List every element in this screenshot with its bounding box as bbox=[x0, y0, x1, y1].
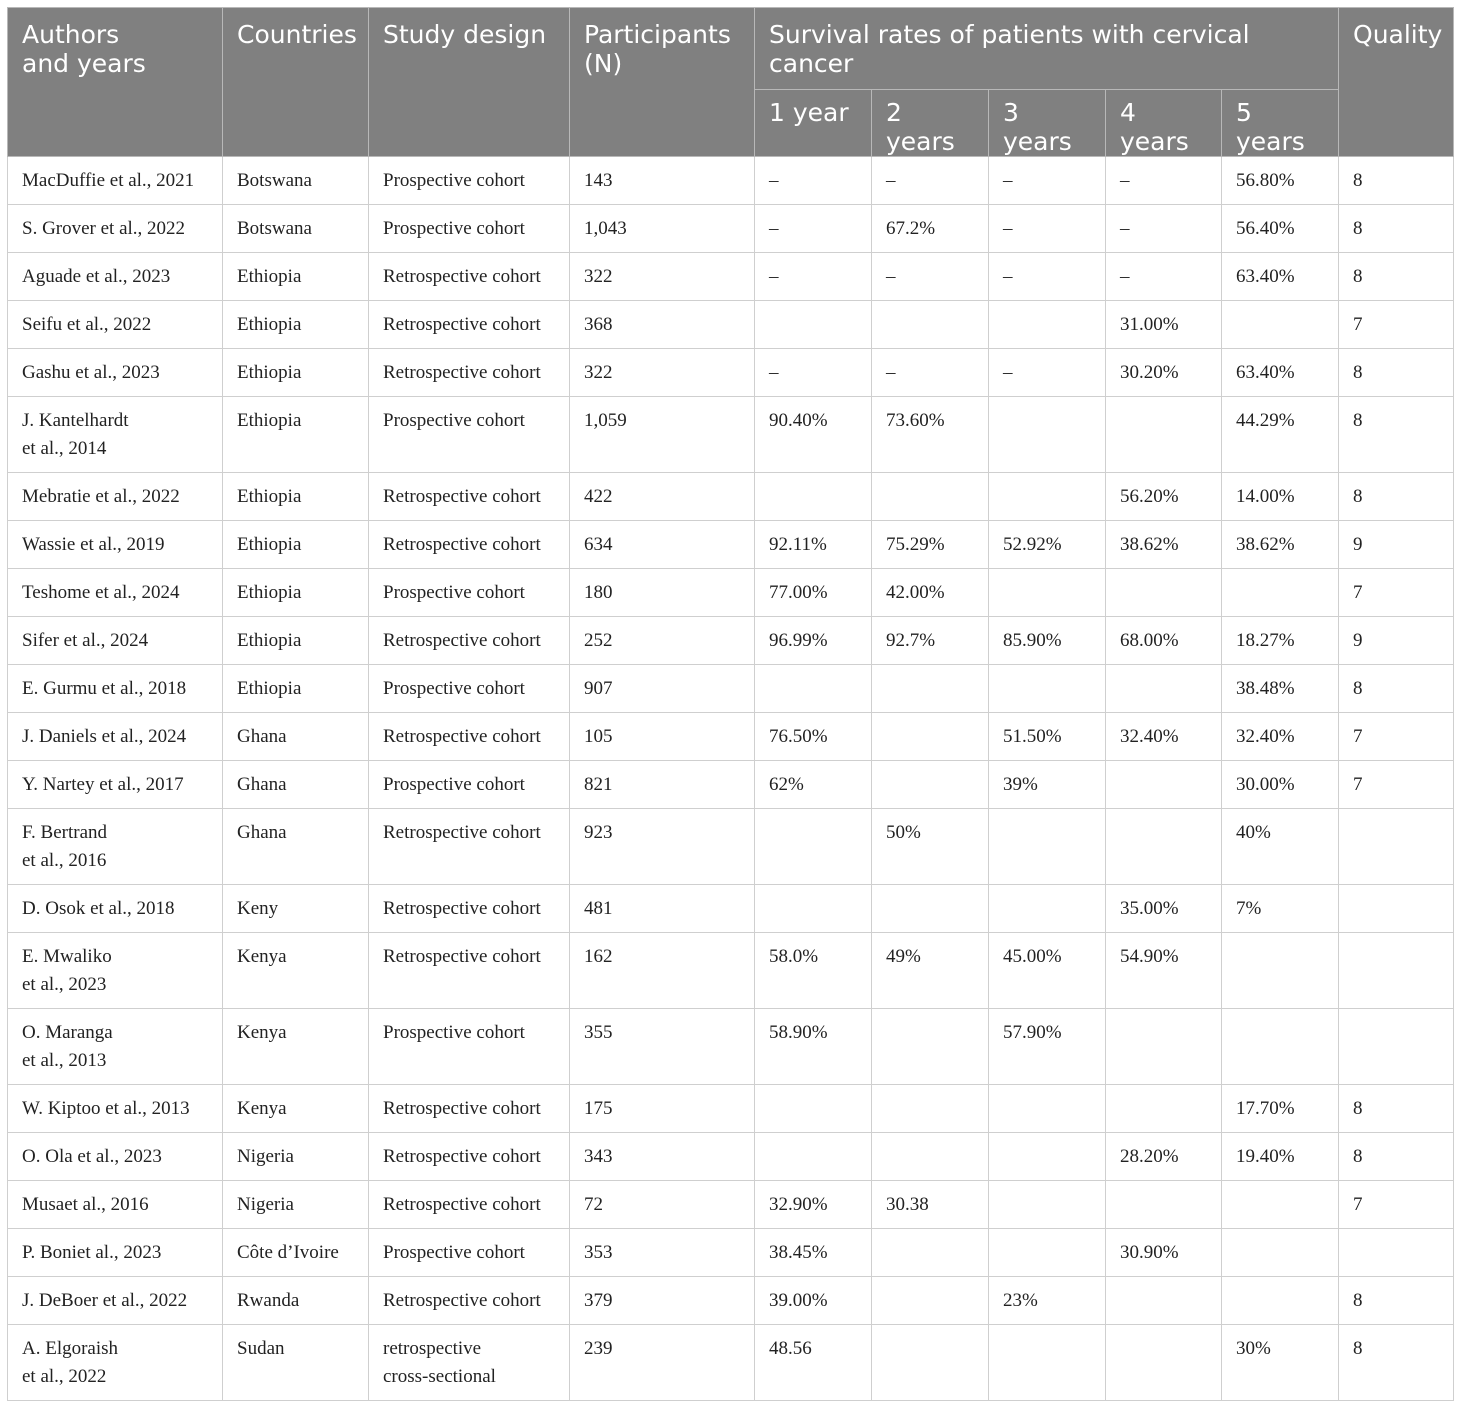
cell-author: Sifer et al., 2024 bbox=[8, 617, 223, 665]
cell-year-3 bbox=[989, 1133, 1106, 1181]
survival-table-container bbox=[7, 7, 1453, 1401]
cell-country: Sudan bbox=[223, 1325, 369, 1401]
cell-country: Kenya bbox=[223, 1085, 369, 1133]
cell-year-1: – bbox=[755, 157, 872, 205]
cell-participants: 1,059 bbox=[570, 397, 755, 473]
cell-year-1: 90.40% bbox=[755, 397, 872, 473]
header-participants: Participants (N) bbox=[570, 8, 755, 157]
cell-year-2 bbox=[872, 1009, 989, 1085]
cell-year-5 bbox=[1222, 1181, 1339, 1229]
cell-year-5: 38.62% bbox=[1222, 521, 1339, 569]
cell-quality: 9 bbox=[1339, 521, 1454, 569]
table-row bbox=[8, 1325, 1454, 1401]
cell-author: Gashu et al., 2023 bbox=[8, 349, 223, 397]
cell-year-3 bbox=[989, 397, 1106, 473]
cell-participants: 322 bbox=[570, 253, 755, 301]
cell-year-1: – bbox=[755, 349, 872, 397]
table-row bbox=[8, 713, 1454, 761]
header-3-years: 3 years bbox=[989, 90, 1106, 157]
cell-quality: 8 bbox=[1339, 349, 1454, 397]
cell-participants: 821 bbox=[570, 761, 755, 809]
cell-year-5: 56.40% bbox=[1222, 205, 1339, 253]
cell-participants: 180 bbox=[570, 569, 755, 617]
cell-year-5: 40% bbox=[1222, 809, 1339, 885]
cell-year-3 bbox=[989, 1325, 1106, 1401]
cell-participants: 634 bbox=[570, 521, 755, 569]
cell-year-5: 17.70% bbox=[1222, 1085, 1339, 1133]
cell-year-3: 23% bbox=[989, 1277, 1106, 1325]
table-row bbox=[8, 1229, 1454, 1277]
cell-author: W. Kiptoo et al., 2013 bbox=[8, 1085, 223, 1133]
header-2-years: 2 years bbox=[872, 90, 989, 157]
cell-author: Seifu et al., 2022 bbox=[8, 301, 223, 349]
cell-quality: 7 bbox=[1339, 761, 1454, 809]
cell-author: J. Kantelhardt et al., 2014 bbox=[8, 397, 223, 473]
header-survival-rates: Survival rates of patients with cervical cancer bbox=[755, 8, 1339, 90]
cell-quality: 7 bbox=[1339, 1181, 1454, 1229]
cell-year-4: 30.20% bbox=[1106, 349, 1222, 397]
cell-quality: 8 bbox=[1339, 1325, 1454, 1401]
cell-quality: 8 bbox=[1339, 1277, 1454, 1325]
cell-participants: 379 bbox=[570, 1277, 755, 1325]
cell-year-1: 48.56 bbox=[755, 1325, 872, 1401]
cell-year-3: 45.00% bbox=[989, 933, 1106, 1009]
cell-participants: 322 bbox=[570, 349, 755, 397]
cell-quality bbox=[1339, 885, 1454, 933]
cell-year-4 bbox=[1106, 1009, 1222, 1085]
cell-year-4: 31.00% bbox=[1106, 301, 1222, 349]
cell-year-4: 30.90% bbox=[1106, 1229, 1222, 1277]
table-row bbox=[8, 761, 1454, 809]
cell-country: Ghana bbox=[223, 713, 369, 761]
header-5-years: 5 years bbox=[1222, 90, 1339, 157]
cell-author: P. Boniet al., 2023 bbox=[8, 1229, 223, 1277]
cell-quality bbox=[1339, 1009, 1454, 1085]
cell-quality: 8 bbox=[1339, 205, 1454, 253]
table-row bbox=[8, 301, 1454, 349]
cell-study-design: Prospective cohort bbox=[369, 205, 570, 253]
cell-year-3: – bbox=[989, 157, 1106, 205]
cell-year-1: 58.0% bbox=[755, 933, 872, 1009]
cell-author: O. Maranga et al., 2013 bbox=[8, 1009, 223, 1085]
cell-study-design: Retrospective cohort bbox=[369, 713, 570, 761]
header-authors: Authors and years bbox=[8, 8, 223, 157]
cell-year-4: 54.90% bbox=[1106, 933, 1222, 1009]
cell-country: Côte d’Ivoire bbox=[223, 1229, 369, 1277]
cell-year-2: 73.60% bbox=[872, 397, 989, 473]
cell-study-design: Prospective cohort bbox=[369, 157, 570, 205]
cell-quality: 8 bbox=[1339, 665, 1454, 713]
cell-study-design: Retrospective cohort bbox=[369, 473, 570, 521]
cell-year-2: – bbox=[872, 253, 989, 301]
cell-year-2 bbox=[872, 1229, 989, 1277]
cell-author: F. Bertrand et al., 2016 bbox=[8, 809, 223, 885]
cell-participants: 907 bbox=[570, 665, 755, 713]
cell-country: Ethiopia bbox=[223, 253, 369, 301]
cell-year-5: 44.29% bbox=[1222, 397, 1339, 473]
cell-participants: 252 bbox=[570, 617, 755, 665]
cell-country: Botswana bbox=[223, 205, 369, 253]
cell-country: Ethiopia bbox=[223, 397, 369, 473]
cell-year-4 bbox=[1106, 761, 1222, 809]
cell-participants: 368 bbox=[570, 301, 755, 349]
cell-study-design: Prospective cohort bbox=[369, 665, 570, 713]
cell-country: Ethiopia bbox=[223, 665, 369, 713]
cell-study-design: Retrospective cohort bbox=[369, 617, 570, 665]
cell-author: E. Gurmu et al., 2018 bbox=[8, 665, 223, 713]
cell-year-4: 56.20% bbox=[1106, 473, 1222, 521]
cell-year-5 bbox=[1222, 1277, 1339, 1325]
cell-year-2: 75.29% bbox=[872, 521, 989, 569]
cell-country: Rwanda bbox=[223, 1277, 369, 1325]
cell-year-1: – bbox=[755, 205, 872, 253]
cell-author: D. Osok et al., 2018 bbox=[8, 885, 223, 933]
cell-year-5: 63.40% bbox=[1222, 349, 1339, 397]
cell-quality: 7 bbox=[1339, 301, 1454, 349]
cell-participants: 105 bbox=[570, 713, 755, 761]
cell-year-2: – bbox=[872, 349, 989, 397]
cell-year-4: 38.62% bbox=[1106, 521, 1222, 569]
cell-country: Ethiopia bbox=[223, 521, 369, 569]
cell-year-4: – bbox=[1106, 157, 1222, 205]
cell-year-4 bbox=[1106, 1181, 1222, 1229]
cell-year-1: 77.00% bbox=[755, 569, 872, 617]
cell-year-2 bbox=[872, 761, 989, 809]
cell-author: Y. Nartey et al., 2017 bbox=[8, 761, 223, 809]
cell-year-3 bbox=[989, 1085, 1106, 1133]
cell-year-4 bbox=[1106, 397, 1222, 473]
cell-country: Botswana bbox=[223, 157, 369, 205]
table-row bbox=[8, 617, 1454, 665]
cell-year-2 bbox=[872, 301, 989, 349]
cell-quality: 7 bbox=[1339, 569, 1454, 617]
cell-year-4 bbox=[1106, 1277, 1222, 1325]
cell-year-5 bbox=[1222, 933, 1339, 1009]
cell-year-2 bbox=[872, 885, 989, 933]
cell-year-2 bbox=[872, 1325, 989, 1401]
cell-year-1 bbox=[755, 473, 872, 521]
cell-year-5 bbox=[1222, 1229, 1339, 1277]
cell-year-3 bbox=[989, 473, 1106, 521]
cell-year-4: 35.00% bbox=[1106, 885, 1222, 933]
cell-year-5: 56.80% bbox=[1222, 157, 1339, 205]
cell-year-3: 52.92% bbox=[989, 521, 1106, 569]
cell-quality: 8 bbox=[1339, 1085, 1454, 1133]
cell-year-1: 76.50% bbox=[755, 713, 872, 761]
cell-study-design: Retrospective cohort bbox=[369, 1277, 570, 1325]
cell-year-1 bbox=[755, 665, 872, 713]
cell-year-3 bbox=[989, 665, 1106, 713]
cell-country: Ethiopia bbox=[223, 569, 369, 617]
header-4-years: 4 years bbox=[1106, 90, 1222, 157]
cell-year-1 bbox=[755, 809, 872, 885]
cell-year-2 bbox=[872, 473, 989, 521]
cell-year-3 bbox=[989, 809, 1106, 885]
cell-year-3 bbox=[989, 569, 1106, 617]
cell-author: Teshome et al., 2024 bbox=[8, 569, 223, 617]
cell-author: Mebratie et al., 2022 bbox=[8, 473, 223, 521]
cell-year-2: 92.7% bbox=[872, 617, 989, 665]
cell-year-4 bbox=[1106, 665, 1222, 713]
header-study-design: Study design bbox=[369, 8, 570, 157]
table-row bbox=[8, 809, 1454, 885]
table-body bbox=[8, 157, 1454, 1401]
cell-year-2 bbox=[872, 1133, 989, 1181]
survival-table bbox=[7, 7, 1454, 1401]
cell-year-5: 14.00% bbox=[1222, 473, 1339, 521]
table-row bbox=[8, 473, 1454, 521]
cell-country: Ethiopia bbox=[223, 617, 369, 665]
cell-year-2: – bbox=[872, 157, 989, 205]
cell-author: Aguade et al., 2023 bbox=[8, 253, 223, 301]
table-row bbox=[8, 157, 1454, 205]
cell-country: Kenya bbox=[223, 1009, 369, 1085]
cell-year-4: 28.20% bbox=[1106, 1133, 1222, 1181]
table-row bbox=[8, 1009, 1454, 1085]
cell-quality: 8 bbox=[1339, 253, 1454, 301]
cell-year-1 bbox=[755, 1133, 872, 1181]
cell-study-design: Prospective cohort bbox=[369, 1229, 570, 1277]
cell-quality: 9 bbox=[1339, 617, 1454, 665]
cell-study-design: retrospective cross-sectional bbox=[369, 1325, 570, 1401]
table-row bbox=[8, 569, 1454, 617]
cell-year-3 bbox=[989, 301, 1106, 349]
table-row bbox=[8, 1133, 1454, 1181]
header-quality: Quality bbox=[1339, 8, 1454, 157]
cell-year-1: 32.90% bbox=[755, 1181, 872, 1229]
cell-author: MacDuffie et al., 2021 bbox=[8, 157, 223, 205]
cell-year-5 bbox=[1222, 569, 1339, 617]
cell-quality: 7 bbox=[1339, 713, 1454, 761]
cell-year-5: 32.40% bbox=[1222, 713, 1339, 761]
cell-year-5: 38.48% bbox=[1222, 665, 1339, 713]
cell-year-1: 39.00% bbox=[755, 1277, 872, 1325]
cell-study-design: Retrospective cohort bbox=[369, 253, 570, 301]
cell-participants: 343 bbox=[570, 1133, 755, 1181]
cell-study-design: Retrospective cohort bbox=[369, 1181, 570, 1229]
cell-participants: 175 bbox=[570, 1085, 755, 1133]
cell-quality: 8 bbox=[1339, 397, 1454, 473]
table-row bbox=[8, 885, 1454, 933]
cell-year-4: 32.40% bbox=[1106, 713, 1222, 761]
cell-author: E. Mwaliko et al., 2023 bbox=[8, 933, 223, 1009]
cell-quality bbox=[1339, 809, 1454, 885]
cell-year-2: 42.00% bbox=[872, 569, 989, 617]
cell-country: Kenya bbox=[223, 933, 369, 1009]
table-row bbox=[8, 1085, 1454, 1133]
cell-author: O. Ola et al., 2023 bbox=[8, 1133, 223, 1181]
cell-study-design: Prospective cohort bbox=[369, 397, 570, 473]
cell-participants: 1,043 bbox=[570, 205, 755, 253]
cell-year-5: 18.27% bbox=[1222, 617, 1339, 665]
cell-year-3: 85.90% bbox=[989, 617, 1106, 665]
cell-year-4 bbox=[1106, 1085, 1222, 1133]
cell-year-4: – bbox=[1106, 205, 1222, 253]
cell-year-5: 30.00% bbox=[1222, 761, 1339, 809]
cell-study-design: Prospective cohort bbox=[369, 569, 570, 617]
cell-study-design: Retrospective cohort bbox=[369, 301, 570, 349]
cell-year-1 bbox=[755, 885, 872, 933]
cell-study-design: Retrospective cohort bbox=[369, 885, 570, 933]
table-header bbox=[8, 8, 1454, 157]
cell-quality: 8 bbox=[1339, 473, 1454, 521]
table-row bbox=[8, 933, 1454, 1009]
cell-participants: 239 bbox=[570, 1325, 755, 1401]
table-row bbox=[8, 1277, 1454, 1325]
cell-study-design: Prospective cohort bbox=[369, 1009, 570, 1085]
table-row bbox=[8, 253, 1454, 301]
cell-country: Keny bbox=[223, 885, 369, 933]
cell-year-3: 57.90% bbox=[989, 1009, 1106, 1085]
cell-year-3 bbox=[989, 885, 1106, 933]
cell-year-4 bbox=[1106, 1325, 1222, 1401]
cell-year-1: 96.99% bbox=[755, 617, 872, 665]
cell-study-design: Retrospective cohort bbox=[369, 1133, 570, 1181]
cell-year-2: 50% bbox=[872, 809, 989, 885]
table-row bbox=[8, 349, 1454, 397]
cell-year-5: 7% bbox=[1222, 885, 1339, 933]
cell-study-design: Retrospective cohort bbox=[369, 933, 570, 1009]
cell-year-4: – bbox=[1106, 253, 1222, 301]
cell-study-design: Retrospective cohort bbox=[369, 521, 570, 569]
cell-year-1 bbox=[755, 301, 872, 349]
cell-year-1: – bbox=[755, 253, 872, 301]
cell-participants: 143 bbox=[570, 157, 755, 205]
cell-year-5: 19.40% bbox=[1222, 1133, 1339, 1181]
cell-author: J. DeBoer et al., 2022 bbox=[8, 1277, 223, 1325]
cell-country: Ethiopia bbox=[223, 301, 369, 349]
cell-quality bbox=[1339, 1229, 1454, 1277]
cell-year-3 bbox=[989, 1181, 1106, 1229]
cell-country: Ethiopia bbox=[223, 473, 369, 521]
cell-year-1 bbox=[755, 1085, 872, 1133]
cell-year-3: 51.50% bbox=[989, 713, 1106, 761]
cell-participants: 923 bbox=[570, 809, 755, 885]
cell-quality: 8 bbox=[1339, 157, 1454, 205]
header-countries: Countries bbox=[223, 8, 369, 157]
cell-year-3 bbox=[989, 1229, 1106, 1277]
cell-year-1: 62% bbox=[755, 761, 872, 809]
cell-year-1: 92.11% bbox=[755, 521, 872, 569]
cell-study-design: Prospective cohort bbox=[369, 761, 570, 809]
cell-year-1: 58.90% bbox=[755, 1009, 872, 1085]
cell-country: Nigeria bbox=[223, 1133, 369, 1181]
cell-country: Ghana bbox=[223, 761, 369, 809]
cell-year-3: – bbox=[989, 253, 1106, 301]
cell-year-2 bbox=[872, 665, 989, 713]
table-row bbox=[8, 1181, 1454, 1229]
cell-year-3: – bbox=[989, 349, 1106, 397]
cell-participants: 422 bbox=[570, 473, 755, 521]
cell-year-2: 30.38 bbox=[872, 1181, 989, 1229]
cell-country: Ethiopia bbox=[223, 349, 369, 397]
cell-study-design: Retrospective cohort bbox=[369, 1085, 570, 1133]
cell-author: J. Daniels et al., 2024 bbox=[8, 713, 223, 761]
cell-year-3: – bbox=[989, 205, 1106, 253]
cell-participants: 355 bbox=[570, 1009, 755, 1085]
cell-author: S. Grover et al., 2022 bbox=[8, 205, 223, 253]
table-row bbox=[8, 665, 1454, 713]
header-1-year: 1 year bbox=[755, 90, 872, 157]
cell-study-design: Retrospective cohort bbox=[369, 809, 570, 885]
cell-year-2: 67.2% bbox=[872, 205, 989, 253]
table-row bbox=[8, 521, 1454, 569]
cell-year-5: 63.40% bbox=[1222, 253, 1339, 301]
cell-year-2 bbox=[872, 713, 989, 761]
cell-year-4: 68.00% bbox=[1106, 617, 1222, 665]
cell-participants: 162 bbox=[570, 933, 755, 1009]
cell-year-2 bbox=[872, 1277, 989, 1325]
cell-year-1: 38.45% bbox=[755, 1229, 872, 1277]
cell-author: Wassie et al., 2019 bbox=[8, 521, 223, 569]
cell-year-2: 49% bbox=[872, 933, 989, 1009]
cell-year-3: 39% bbox=[989, 761, 1106, 809]
cell-participants: 481 bbox=[570, 885, 755, 933]
cell-year-4 bbox=[1106, 809, 1222, 885]
cell-participants: 353 bbox=[570, 1229, 755, 1277]
cell-year-2 bbox=[872, 1085, 989, 1133]
cell-year-5 bbox=[1222, 1009, 1339, 1085]
cell-year-5 bbox=[1222, 301, 1339, 349]
table-row bbox=[8, 205, 1454, 253]
cell-year-5: 30% bbox=[1222, 1325, 1339, 1401]
table-row bbox=[8, 397, 1454, 473]
cell-author: Musaet al., 2016 bbox=[8, 1181, 223, 1229]
cell-country: Nigeria bbox=[223, 1181, 369, 1229]
cell-author: A. Elgoraish et al., 2022 bbox=[8, 1325, 223, 1401]
cell-participants: 72 bbox=[570, 1181, 755, 1229]
cell-quality bbox=[1339, 933, 1454, 1009]
cell-country: Ghana bbox=[223, 809, 369, 885]
cell-study-design: Retrospective cohort bbox=[369, 349, 570, 397]
cell-quality: 8 bbox=[1339, 1133, 1454, 1181]
cell-year-4 bbox=[1106, 569, 1222, 617]
